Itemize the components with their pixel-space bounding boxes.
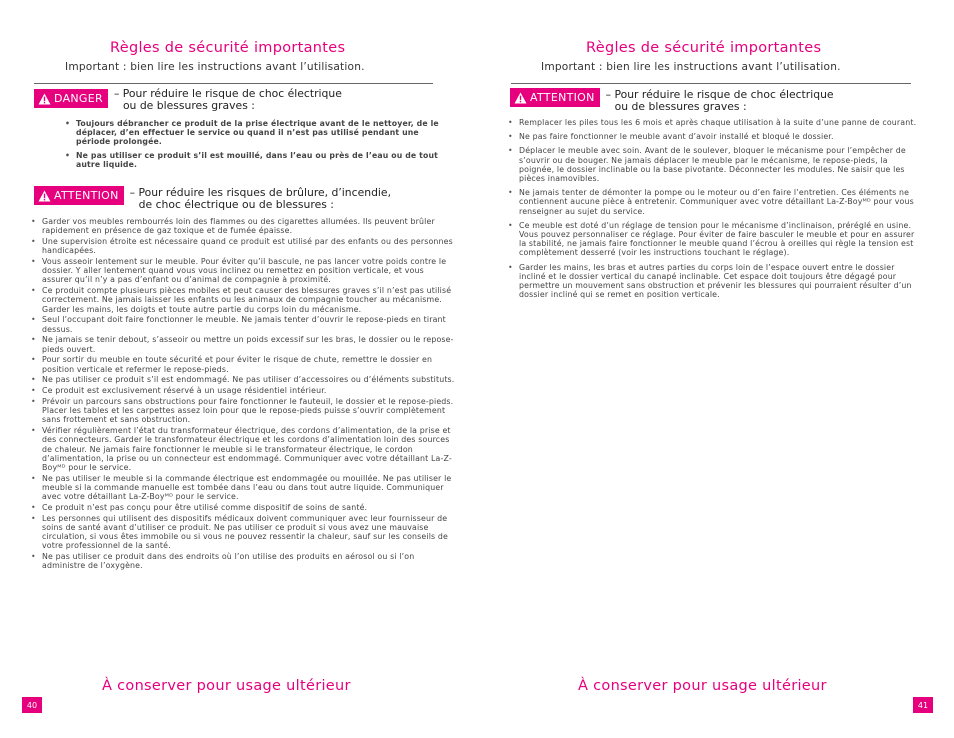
page-subtitle: Important : bien lire les instructions avant l’utilisation. bbox=[541, 61, 841, 73]
danger-heading bbox=[114, 88, 342, 112]
divider bbox=[34, 83, 433, 84]
list-item: • Garder les mains, les bras et autres parties du corps loin de l’espace ouvert entre le dossier incliné et le dossier vertical du canapé inclinable. Cet espace doit toujours être dégagé pour permettre un mouvement sans obstruction et prévenir les blessures qui pourraient résulter d’un dossier incliné qui se remet en position verticale. bbox=[507, 263, 922, 300]
page-title: Règles de sécurité importantes bbox=[586, 40, 822, 56]
footer-title: À conserver pour usage ultérieur bbox=[578, 678, 827, 694]
list-item: • Remplacer les piles tous les 6 mois et après chaque utilisation à la suite d’une panne de courant. bbox=[507, 118, 922, 127]
warning-triangle-icon bbox=[514, 92, 527, 104]
danger-badge-label: DANGER bbox=[54, 92, 103, 105]
list-item: • Garder vos meubles rembourrés loin des flammes ou des cigarettes allumées. Ils peuvent brûler rapidement en présence de gaz toxique et de fumée épaisse. bbox=[30, 217, 455, 235]
attention-heading-line2: ou de blessures graves : bbox=[614, 100, 747, 113]
list-item: • Les personnes qui utilisent des dispositifs médicaux doivent communiquer avec leur fournisseur de soins de santé avant d’utiliser ce produit. Ne pas utiliser ce produit si vous avez une mauvaise circulation, si vous êtes immobile ou si vous ne pouvez ressentir la chaleur, sauf sur les conseils de votre professionnel de la santé. bbox=[30, 514, 455, 551]
attention-badge-label: ATTENTION bbox=[530, 91, 595, 104]
danger-heading-line2: ou de blessures graves : bbox=[122, 99, 255, 112]
list-item: • Ne pas utiliser ce produit s’il est mouillé, dans l’eau ou près de l’eau ou de tout autre liquide. bbox=[64, 151, 444, 169]
attention-badge-label: ATTENTION bbox=[54, 189, 119, 202]
right-page bbox=[477, 0, 954, 738]
page-number: 41 bbox=[913, 697, 933, 713]
list-item: • Seul l’occupant doit faire fonctionner le meuble. Ne jamais tenter d’ouvrir le repose-pieds en tirant dessus. bbox=[30, 315, 455, 333]
attention-badge bbox=[510, 88, 600, 107]
attention-heading-line2: de choc électrique ou de blessures : bbox=[138, 198, 334, 211]
list-item: • Vérifier régulièrement l’état du transformateur électrique, des cordons d’alimentation, de la prise et des connecteurs. Garder le transformateur électrique et les cordons d’alimentation loin des sources de chaleur. Ne jamais faire fonctionner le meuble si le transformateur électrique, le cordon d’alimentation, la prise ou un connecteur est endommagé. Communiquer avec votre détaillant La-Z-Boyᴹᴰ pour le service. bbox=[30, 426, 455, 472]
list-item: • Ne jamais tenter de démonter la pompe ou le moteur ou d’en faire l’entretien. Ces éléments ne contiennent aucune pièce à entretenir. Communiquer avec votre détaillant La-Z-Boyᴹᴰ pour vous renseigner au sujet du service. bbox=[507, 188, 922, 216]
list-item: • Ne pas utiliser ce produit s’il est endommagé. Ne pas utiliser d’accessoires ou d’éléments substituts. bbox=[30, 375, 455, 384]
warning-triangle-icon bbox=[38, 93, 51, 105]
attention-heading bbox=[130, 187, 391, 211]
list-item: • Prévoir un parcours sans obstructions pour faire fonctionner le fauteuil, le dossier et le repose-pieds. Placer les tables et les carpettes assez loin pour que le repose-pieds puisse s’ouvrir complètement sans frottement et sans obstruction. bbox=[30, 397, 455, 425]
list-item: • Ce meuble est doté d’un réglage de tension pour le mécanisme d’inclinaison, préréglé en usine. Vous pouvez personnaliser ce réglage. Pour éviter de faire basculer le meuble et pour en assurer la stabilité, ne jamais faire fonctionner le meuble quand l’écrou à oreilles qui règle la tension est complètement desserré (voir les instructions touchant le réglage). bbox=[507, 221, 922, 258]
attention-heading-line1: – Pour réduire le risque de choc électrique bbox=[605, 88, 834, 101]
list-item: • Toujours débrancher ce produit de la prise électrique avant de le nettoyer, de le déplacer, d’en effectuer le service ou quand il n’est pas utilisé pendant une période prolongée. bbox=[64, 119, 444, 147]
list-item: • Ne pas faire fonctionner le meuble avant d’avoir installé et bloqué le dossier. bbox=[507, 132, 922, 141]
attention-warning bbox=[34, 186, 391, 211]
warning-triangle-icon bbox=[38, 190, 51, 202]
page-subtitle: Important : bien lire les instructions avant l’utilisation. bbox=[65, 61, 365, 73]
danger-badge bbox=[34, 89, 108, 108]
list-item: • Ce produit est exclusivement réservé à un usage résidentiel intérieur. bbox=[30, 386, 455, 395]
list-item: • Vous asseoir lentement sur le meuble. Pour éviter qu’il bascule, ne pas lancer votre poids contre le dossier. Y aller lentement quand vous vous inclinez ou remettez en position verticale, et vous assurer qu’il n’y a pas d’enfant ou d’animal de compagnie à proximité. bbox=[30, 257, 455, 285]
list-item: • Ce produit compte plusieurs pièces mobiles et peut causer des blessures graves s’il n’est pas utilisé correctement. Ne jamais laisser les enfants ou les animaux de compagnie toucher au mécanisme. Garder les mains, les doigts et toute autre partie du corps loin du mécanisme. bbox=[30, 286, 455, 314]
attention-heading-line1: – Pour réduire les risques de brûlure, d’incendie, bbox=[129, 186, 392, 199]
list-item: • Ne jamais se tenir debout, s’asseoir ou mettre un poids excessif sur les bras, le dossier ou le repose-pieds ouvert. bbox=[30, 335, 455, 353]
list-item: • Déplacer le meuble avec soin. Avant de le soulever, bloquer le mécanisme pour l’empêcher de s’ouvrir ou de bouger. Ne jamais déplacer le meuble par le mécanisme, le repose-pieds, la poignée, le dossier inclinable ou la base pivotante. Déconnecter les modules. Ne saisir que les pièces inamovibles. bbox=[507, 146, 922, 183]
page-title: Règles de sécurité importantes bbox=[110, 40, 346, 56]
attention-list bbox=[30, 217, 455, 572]
attention-badge bbox=[34, 186, 124, 205]
footer-title: À conserver pour usage ultérieur bbox=[102, 678, 351, 694]
attention-heading bbox=[606, 89, 834, 113]
list-item: • Ne pas utiliser ce produit dans des endroits où l’on utilise des produits en aérosol ou si l’on administre de l’oxygène. bbox=[30, 552, 455, 570]
page-number: 40 bbox=[22, 697, 42, 713]
attention-list bbox=[507, 118, 922, 302]
list-item: • Ce produit n’est pas conçu pour être utilisé comme dispositif de soins de santé. bbox=[30, 503, 455, 512]
divider bbox=[511, 83, 911, 84]
list-item: • Pour sortir du meuble en toute sécurité et pour éviter le risque de chute, remettre le dossier en position verticale et refermer le repose-pieds. bbox=[30, 355, 455, 373]
list-item: • Ne pas utiliser le meuble si la commande électrique est endommagée ou mouillée. Ne pas utiliser le meuble si la commande manuelle est tombée dans l’eau ou dans tout autre liquide. Communiquer avec votre détaillant La-Z-Boyᴹᴰ pour le service. bbox=[30, 474, 455, 502]
list-item: • Une supervision étroite est nécessaire quand ce produit est utilisé par des enfants ou des personnes handicapées. bbox=[30, 237, 455, 255]
danger-heading-line1: – Pour réduire le risque de choc électrique bbox=[113, 87, 342, 100]
danger-list bbox=[64, 119, 444, 171]
attention-warning bbox=[510, 88, 834, 113]
danger-warning bbox=[34, 89, 342, 112]
